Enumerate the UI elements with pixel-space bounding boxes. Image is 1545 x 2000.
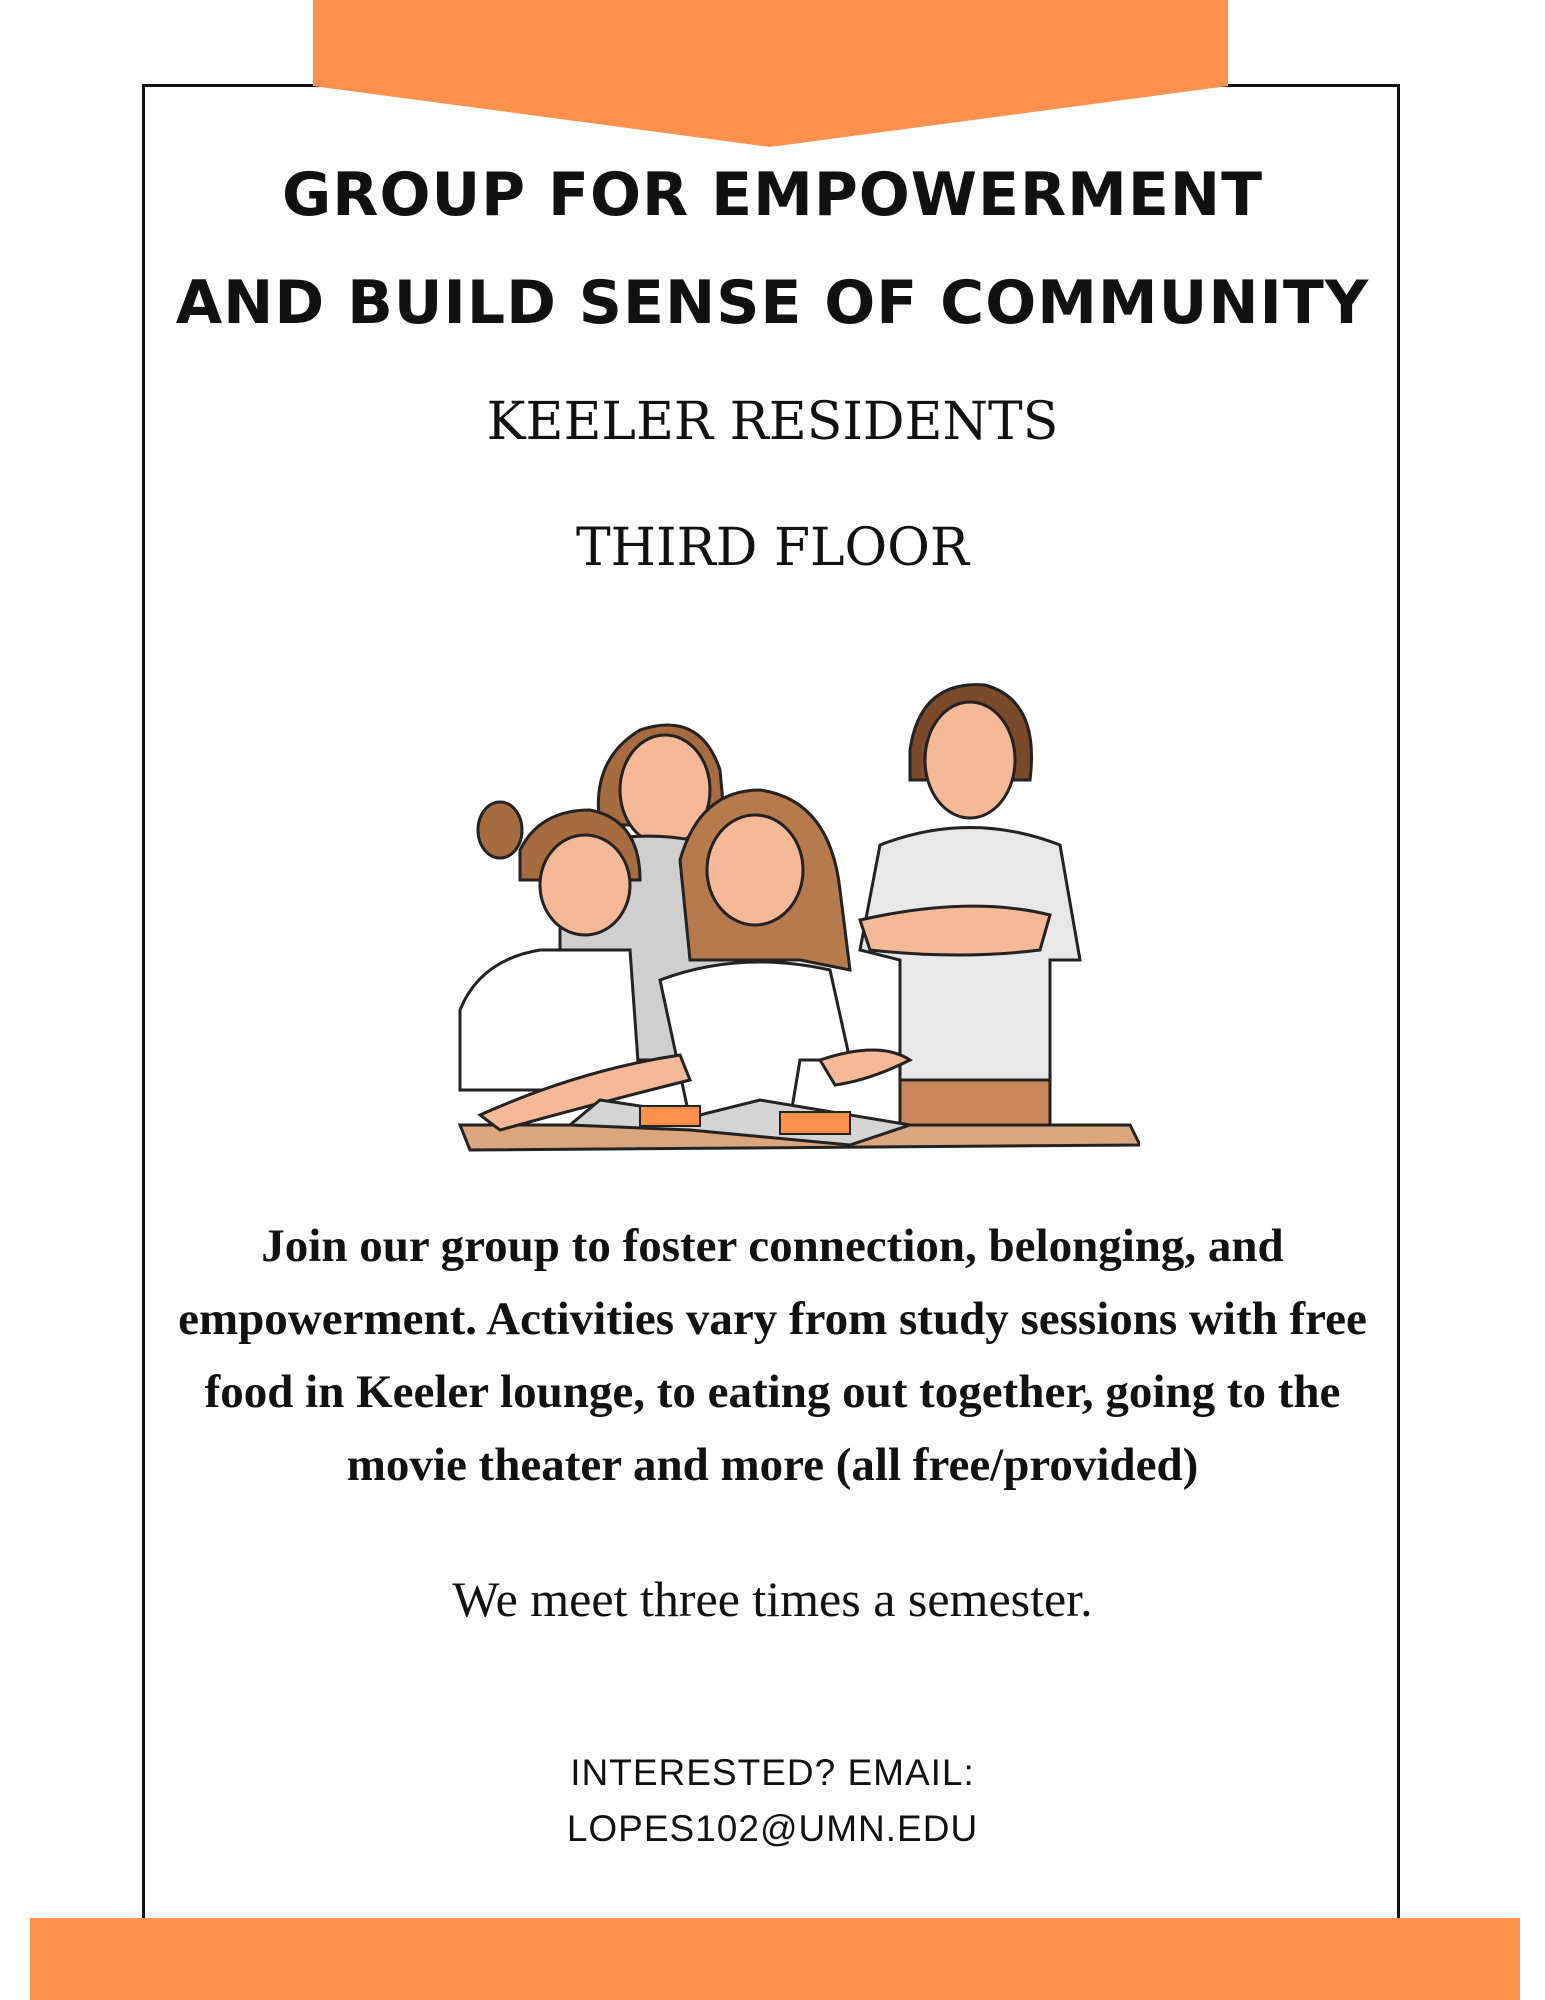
floor-heading: THIRD FLOOR (576, 518, 969, 578)
contact-prompt: INTERESTED? EMAIL: (570, 1752, 975, 1793)
title-line-1: GROUP FOR EMPOWERMENT (282, 160, 1263, 230)
top-banner (0, 0, 1545, 150)
bottom-accent-bar (30, 1918, 1520, 2000)
title-line-2: AND BUILD SENSE OF COMMUNITY (175, 268, 1370, 338)
audience-heading: KEELER RESIDENTS (486, 392, 1059, 452)
meeting-frequency: We meet three times a semester. (452, 1571, 1093, 1627)
description-paragraph: Join our group to foster connection, belonging, and empowerment. Activities vary from study sessions with free food in Keeler lounge, to eating out together, going to the movie theater and more (all free/provided) (178, 1220, 1367, 1491)
contact-email[interactable]: LOPES102@UMN.EDU (566, 1808, 979, 1849)
people-group-reading-illustration-icon (440, 660, 1140, 1160)
